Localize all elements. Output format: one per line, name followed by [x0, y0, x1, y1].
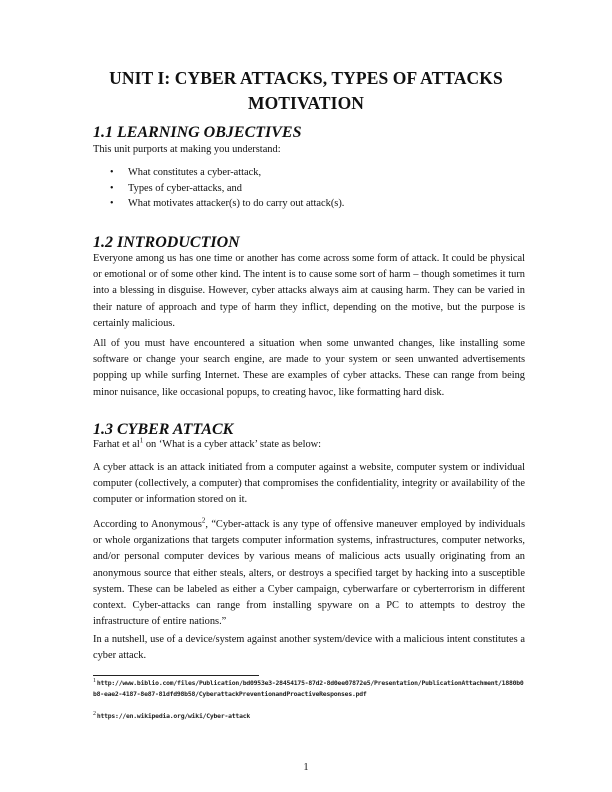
introduction-paragraph-2: All of you must have encountered a situation when some unwanted changes, like installing some software or change your search engine, are made to your system or seen unwanted advertisements popping up while surfing Internet. These are examples of cyber attacks. These can range from being minor nuisance, like occasional popups, to creating havoc, like formatting hard disk. [93, 338, 525, 398]
list-item: • Types of cyber-attacks, and [93, 181, 525, 197]
learning-objectives-list [93, 165, 525, 212]
title-line-2: MOTIVATION [247, 93, 365, 113]
footnote-1 [93, 678, 525, 699]
footnote-url[interactable]: http://www.biblio.com/files/Publication/bd0953e3-28454175-87d2-8d0ee07872e5/Presentation/PublicationAttachment/1880b0b8-eae2-4187-8e87-81dfd98b58/CyberattackPreventionandProactiveResponses.pdf [93, 679, 524, 698]
intro-text-cont: on ‘What is a cyber attack’ state as below: [143, 439, 322, 450]
footnote-number: 1 [93, 677, 96, 684]
cyber-attack-definition: A cyber attack is an attack initiated from a computer against a website, computer system or individual computer (collectively, a computer) that compromises the confidentiality, integrity or availability of the computer or information stored on it. [93, 462, 525, 506]
footnote-2 [93, 711, 525, 722]
list-item: • What constitutes a cyber-attack, [93, 165, 525, 181]
cyber-attack-heading: 1.3 CYBER ATTACK [93, 421, 234, 438]
introduction-paragraph-1: Everyone among us has one time or another has come across some form of attack. It could be physical or emotional or of some other kind. The intent is to cause some sort of harm – though sometimes it turn into a blessing in disguise. However, cyber attacks always aim at causing harm. They can be varied in their nature of approach and type of harm they inflict, depending on the motive, but the purpose is certainly malicious. [93, 253, 525, 329]
learning-objectives-intro: This unit purports at making you understand: [93, 144, 281, 155]
footnote-number: 2 [93, 710, 96, 717]
intro-text: Farhat et al [93, 439, 140, 450]
page-title [80, 66, 532, 116]
anonymous-quote-paragraph [93, 517, 525, 630]
footnote-ref-1: 1 [139, 436, 144, 445]
footnote-divider [93, 675, 259, 676]
cyber-attack-intro [93, 438, 525, 452]
footnote-url[interactable]: https://en.wikipedia.org/wiki/Cyber-attack [96, 712, 251, 720]
quote-text: , “Cyber-attack is any type of offensive maneuver employed by individuals or whole organizations that targets computer information systems, infrastructures, computer networks, and/or personal computer devices by various means of malicious acts usually originating from an anonymous source that either steals, alters, or destroys a specified target by hacking into a susceptible system. These can be labeled as either a Cyber campaign, cyberwarfare or cyberterrorism in different context. Cyber-attacks can range from installing spyware on a PC to attempts to destroy the infrastructure of entire nations.” [93, 519, 525, 628]
page-number: 1 [303, 762, 309, 773]
learning-objectives-heading: 1.1 LEARNING OBJECTIVES [93, 124, 302, 141]
nutshell-paragraph: In a nutshell, use of a device/system against another system/device with a malicious intent constitutes a cyber attack. [93, 634, 525, 662]
footnote-ref-2: 2 [201, 516, 206, 525]
title-line-1: UNIT I: CYBER ATTACKS, TYPES OF ATTACKS [109, 68, 503, 88]
introduction-heading: 1.2 INTRODUCTION [93, 234, 240, 251]
list-item: • What motivates attacker(s) to do carry out attack(s). [93, 196, 525, 212]
quote-lead: According to Anonymous [93, 519, 202, 530]
